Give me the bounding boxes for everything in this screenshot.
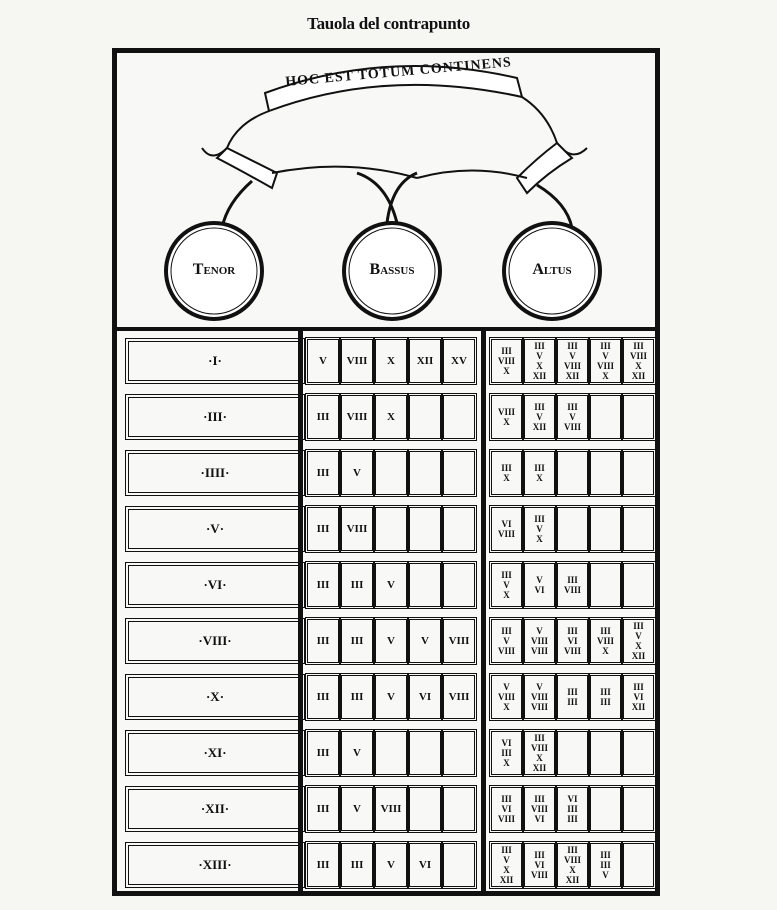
tenor-interval-label: ·VI·: [125, 562, 305, 608]
alto-interval-value: XII: [532, 763, 547, 773]
alto-interval-cell: [555, 617, 590, 665]
alto-interval-value: X: [602, 371, 609, 381]
alto-interval-value: X: [503, 865, 510, 875]
alto-interval-value: V: [635, 631, 642, 641]
empty-cell: [407, 393, 443, 441]
alto-interval-value: VIII: [497, 646, 515, 656]
empty-cell: [621, 505, 656, 553]
alto-interval-value: VI: [534, 585, 545, 595]
alto-interval-cell: [555, 561, 590, 609]
bass-interval-cell: V: [373, 561, 409, 609]
alto-interval-value: X: [503, 590, 510, 600]
alto-interval-cell: [621, 337, 656, 385]
alto-interval-cell: [489, 785, 524, 833]
alto-interval-value: XII: [565, 371, 580, 381]
table-row: [117, 557, 655, 613]
bass-interval-cell: X: [373, 337, 409, 385]
empty-cell: [588, 393, 623, 441]
counterpoint-table: [112, 48, 660, 896]
alto-interval-value: III: [501, 570, 512, 580]
alto-interval-value: III: [501, 794, 512, 804]
alto-interval-value: III: [567, 341, 578, 351]
bass-interval-cell: III: [305, 841, 341, 889]
bass-interval-cell: V: [339, 449, 375, 497]
bass-interval-cell: VIII: [441, 673, 477, 721]
alto-interval-cell: [489, 729, 524, 777]
alto-interval-value: V: [569, 412, 576, 422]
bass-interval-cell: V: [339, 785, 375, 833]
alto-interval-cell: [489, 393, 524, 441]
alto-interval-value: X: [536, 753, 543, 763]
alto-interval-value: III: [567, 845, 578, 855]
empty-cell: [407, 729, 443, 777]
alto-interval-cell: [522, 561, 557, 609]
table-row: [117, 669, 655, 725]
alto-interval-value: VIII: [629, 351, 647, 361]
empty-cell: [441, 729, 477, 777]
alto-interval-cell: [588, 337, 623, 385]
alto-interval-value: V: [503, 636, 510, 646]
empty-cell: [407, 561, 443, 609]
empty-cell: [621, 393, 656, 441]
alto-interval-value: III: [567, 575, 578, 585]
empty-cell: [588, 561, 623, 609]
bass-interval-cell: V: [373, 673, 409, 721]
bass-interval-cell: VIII: [339, 337, 375, 385]
alto-interval-value: III: [534, 514, 545, 524]
empty-cell: [441, 561, 477, 609]
alto-interval-cell: [522, 393, 557, 441]
alto-interval-value: VIII: [530, 636, 548, 646]
alto-interval-cell: [489, 561, 524, 609]
bass-interval-cell: III: [305, 449, 341, 497]
alto-interval-value: III: [534, 463, 545, 473]
bass-interval-cell: VIII: [441, 617, 477, 665]
alto-interval-value: VIII: [497, 692, 515, 702]
alto-interval-value: XII: [631, 371, 646, 381]
banner-text: HOC EST TOTUM CONTINENS: [284, 55, 513, 90]
table-row: [117, 445, 655, 501]
bass-interval-cell: III: [305, 393, 341, 441]
bass-interval-cell: III: [339, 617, 375, 665]
alto-interval-value: III: [600, 697, 611, 707]
empty-cell: [441, 449, 477, 497]
alto-interval-value: III: [567, 687, 578, 697]
empty-cell: [407, 449, 443, 497]
alto-interval-cell: [489, 673, 524, 721]
tenor-interval-label: ·VIII·: [125, 618, 305, 664]
bass-interval-cell: III: [305, 561, 341, 609]
alto-interval-value: X: [536, 361, 543, 371]
empty-cell: [621, 449, 656, 497]
alto-interval-value: V: [503, 580, 510, 590]
bass-interval-cell: III: [305, 617, 341, 665]
alto-interval-value: VIII: [530, 646, 548, 656]
alto-interval-value: III: [501, 748, 512, 758]
alto-interval-value: X: [635, 361, 642, 371]
empty-cell: [621, 561, 656, 609]
bass-interval-cell: X: [373, 393, 409, 441]
alto-interval-value: XII: [499, 875, 514, 885]
alto-interval-cell: [522, 449, 557, 497]
voice-bassus: Bassus: [369, 261, 415, 278]
alto-interval-value: VIII: [596, 636, 614, 646]
alto-interval-cell: [522, 785, 557, 833]
alto-interval-value: VI: [501, 519, 512, 529]
alto-interval-cell: [555, 785, 590, 833]
table-row: [117, 333, 655, 389]
alto-interval-value: V: [503, 682, 510, 692]
alto-interval-value: XII: [565, 875, 580, 885]
alto-interval-value: X: [536, 534, 543, 544]
alto-interval-value: III: [501, 346, 512, 356]
voices-diagram: [117, 53, 655, 331]
empty-cell: [555, 729, 590, 777]
alto-interval-cell: [522, 617, 557, 665]
alto-interval-value: III: [534, 794, 545, 804]
alto-interval-value: III: [501, 845, 512, 855]
alto-interval-value: X: [635, 641, 642, 651]
bass-interval-cell: V: [373, 617, 409, 665]
bass-interval-cell: III: [305, 505, 341, 553]
alto-interval-value: VIII: [563, 855, 581, 865]
alto-interval-value: VI: [501, 738, 512, 748]
tenor-interval-label: ·V·: [125, 506, 305, 552]
empty-cell: [441, 505, 477, 553]
bass-interval-cell: III: [339, 841, 375, 889]
empty-cell: [373, 449, 409, 497]
alto-interval-value: V: [536, 575, 543, 585]
bass-interval-cell: VIII: [339, 505, 375, 553]
empty-cell: [407, 785, 443, 833]
alto-interval-value: III: [600, 687, 611, 697]
alto-interval-value: III: [567, 697, 578, 707]
alto-interval-cell: [489, 337, 524, 385]
alto-interval-value: V: [536, 524, 543, 534]
bass-interval-cell: V: [339, 729, 375, 777]
alto-interval-value: VIII: [497, 356, 515, 366]
alto-interval-value: VIII: [563, 361, 581, 371]
alto-interval-value: V: [602, 351, 609, 361]
alto-interval-cell: [522, 673, 557, 721]
tenor-interval-label: ·XII·: [125, 786, 305, 832]
empty-cell: [441, 393, 477, 441]
bass-interval-cell: VIII: [373, 785, 409, 833]
bass-interval-cell: III: [339, 561, 375, 609]
alto-interval-value: X: [503, 473, 510, 483]
alto-interval-value: VIII: [497, 407, 515, 417]
table-row: [117, 613, 655, 669]
alto-interval-value: VIII: [530, 804, 548, 814]
bass-interval-cell: V: [407, 617, 443, 665]
alto-interval-value: VIII: [530, 702, 548, 712]
banner-and-circles: [117, 53, 655, 327]
empty-cell: [588, 449, 623, 497]
empty-cell: [373, 729, 409, 777]
empty-cell: [407, 505, 443, 553]
alto-interval-value: VI: [534, 860, 545, 870]
bass-interval-cell: III: [305, 673, 341, 721]
alto-interval-value: V: [536, 682, 543, 692]
alto-interval-cell: [588, 617, 623, 665]
alto-interval-value: III: [600, 850, 611, 860]
alto-interval-value: III: [501, 626, 512, 636]
alto-interval-value: VIII: [563, 646, 581, 656]
alto-interval-value: III: [633, 341, 644, 351]
alto-interval-cell: [522, 505, 557, 553]
bass-interval-cell: III: [339, 673, 375, 721]
alto-interval-value: VIII: [530, 692, 548, 702]
alto-interval-value: III: [567, 626, 578, 636]
alto-interval-value: VIII: [530, 870, 548, 880]
alto-interval-value: XII: [532, 371, 547, 381]
voice-tenor: Tenor: [192, 261, 236, 278]
alto-interval-value: X: [536, 473, 543, 483]
alto-interval-value: X: [503, 417, 510, 427]
empty-cell: [588, 505, 623, 553]
bass-interval-cell: V: [305, 337, 341, 385]
alto-interval-cell: [489, 449, 524, 497]
empty-cell: [621, 785, 656, 833]
alto-interval-value: X: [503, 366, 510, 376]
alto-interval-value: III: [600, 341, 611, 351]
alto-interval-cell: [522, 841, 557, 889]
tenor-interval-label: ·III·: [125, 394, 305, 440]
alto-interval-value: III: [600, 860, 611, 870]
alto-interval-cell: [588, 841, 623, 889]
tenor-interval-label: ·X·: [125, 674, 305, 720]
alto-interval-value: VIII: [596, 361, 614, 371]
bass-interval-cell: VI: [407, 841, 443, 889]
bass-interval-cell: VIII: [339, 393, 375, 441]
table-row: [117, 781, 655, 837]
alto-interval-value: VI: [633, 692, 644, 702]
alto-interval-value: III: [633, 682, 644, 692]
table-row: [117, 837, 655, 893]
alto-interval-value: III: [501, 463, 512, 473]
tenor-interval-label: ·IIII·: [125, 450, 305, 496]
empty-cell: [588, 729, 623, 777]
table-row: [117, 389, 655, 445]
tenor-interval-label: ·I·: [125, 338, 305, 384]
empty-cell: [621, 841, 656, 889]
alto-interval-cell: [522, 337, 557, 385]
bass-interval-cell: III: [305, 785, 341, 833]
alto-interval-value: V: [602, 870, 609, 880]
empty-cell: [588, 785, 623, 833]
empty-cell: [373, 505, 409, 553]
alto-interval-cell: [522, 729, 557, 777]
bass-interval-cell: III: [305, 729, 341, 777]
alto-interval-cell: [588, 673, 623, 721]
alto-interval-value: VIII: [563, 585, 581, 595]
alto-interval-value: VIII: [563, 422, 581, 432]
alto-interval-value: V: [536, 351, 543, 361]
bass-interval-cell: V: [373, 841, 409, 889]
alto-interval-value: III: [567, 804, 578, 814]
alto-interval-value: X: [503, 702, 510, 712]
alto-interval-value: X: [569, 865, 576, 875]
alto-interval-value: V: [503, 855, 510, 865]
alto-interval-value: V: [536, 412, 543, 422]
alto-interval-value: III: [633, 621, 644, 631]
alto-interval-cell: [555, 393, 590, 441]
tenor-interval-label: ·XI·: [125, 730, 305, 776]
alto-interval-value: VIII: [497, 529, 515, 539]
alto-interval-value: VI: [567, 636, 578, 646]
alto-interval-value: VI: [534, 814, 545, 824]
alto-interval-value: VIII: [530, 743, 548, 753]
bass-interval-cell: XV: [441, 337, 477, 385]
alto-interval-value: III: [534, 402, 545, 412]
page-title: Tauola del contrapunto: [307, 14, 470, 33]
table-row: [117, 501, 655, 557]
alto-interval-cell: [489, 841, 524, 889]
alto-interval-value: VIII: [497, 814, 515, 824]
alto-interval-value: III: [600, 626, 611, 636]
alto-interval-value: III: [534, 733, 545, 743]
alto-interval-value: III: [534, 341, 545, 351]
alto-interval-cell: [555, 841, 590, 889]
alto-interval-cell: [555, 337, 590, 385]
alto-interval-value: III: [534, 850, 545, 860]
alto-interval-value: V: [536, 626, 543, 636]
alto-interval-value: III: [567, 402, 578, 412]
alto-interval-value: XII: [532, 422, 547, 432]
alto-interval-cell: [555, 673, 590, 721]
alto-interval-cell: [489, 505, 524, 553]
alto-interval-value: V: [569, 351, 576, 361]
empty-cell: [555, 505, 590, 553]
table-row: [117, 725, 655, 781]
tenor-interval-label: ·XIII·: [125, 842, 305, 888]
alto-interval-value: VI: [567, 794, 578, 804]
alto-interval-cell: [489, 617, 524, 665]
alto-interval-cell: [621, 673, 656, 721]
alto-interval-value: X: [503, 758, 510, 768]
alto-interval-cell: [621, 617, 656, 665]
voice-altus: Altus: [532, 261, 572, 278]
alto-interval-value: XII: [631, 651, 646, 661]
alto-interval-value: III: [567, 814, 578, 824]
alto-interval-value: XII: [631, 702, 646, 712]
empty-cell: [555, 449, 590, 497]
interval-grid: [117, 331, 655, 891]
empty-cell: [441, 785, 477, 833]
bass-interval-cell: VI: [407, 673, 443, 721]
bass-interval-cell: XII: [407, 337, 443, 385]
alto-interval-value: VI: [501, 804, 512, 814]
empty-cell: [441, 841, 477, 889]
alto-interval-value: X: [602, 646, 609, 656]
empty-cell: [621, 729, 656, 777]
